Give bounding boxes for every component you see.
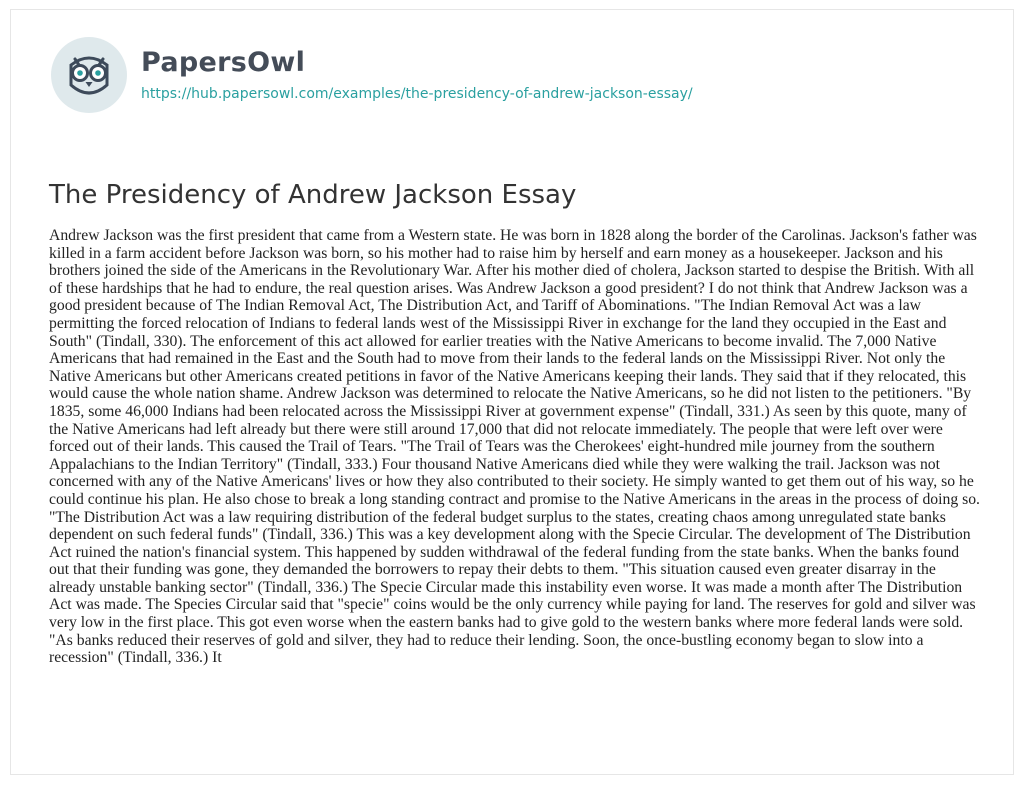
owl-logo-icon: [49, 35, 129, 115]
brand: [141, 46, 693, 104]
document-page: [10, 9, 1014, 775]
page-title: The Presidency of Andrew Jackson Essay: [49, 180, 577, 210]
source-link[interactable]: https://hub.papersowl.com/examples/the-presidency-of-andrew-jackson-essay/: [141, 86, 693, 102]
essay-body: Andrew Jackson was the first president that came from a Western state. He was born in 1828 along the border of the Carolinas. Jackson's father was killed in a farm accident before Jackson was born, so his mother had to raise him by herself and earn money as a housekeeper. Jackson and his brothers joined the side of the Americans in the Revolutionary War. After his mother died of cholera, Jackson started to despise the British. With all of these hardships that he had to endure, the real question arises. Was Andrew Jackson a good president? I do not think that Andrew Jackson was a good president because of The Indian Removal Act, The Distribution Act, and Tariff of Abominations. "The Indian Removal Act was a law permitting the forced relocation of Indians to federal lands west of the Mississippi River in exchange for the land they occupied in the East and South" (Tindall, 330). The enforcement of this act allowed for earlier treaties with the Native Americans to become invalid. The 7,000 Native Americans that had remained in the East and the South had to move from their lands to the federal lands on the Mississippi River. Not only the Native Americans but other Americans created petitions in favor of the Native Americans keeping their lands. They said that if they relocated, this would cause the whole nation shame. Andrew Jackson was determined to relocate the Native Americans, so he did not listen to the petitioners. "By 1835, some 46,000 Indians had been relocated across the Mississippi River at government expense" (Tindall, 331.) As seen by this quote, many of the Native Americans had left already but there were still around 17,000 that did not relocate immediately. The people that were left over were forced out of their lands. This caused the Trail of Tears. "The Trail of Tears was the Cherokees' eight-hundred mile journey from the southern Appalachians to the Indian Territory" (Tindall, 333.) Four thousand Native Americans died while they were walking the trail. Jackson was not concerned with any of the Native Americans' lives or how they also contributed to their society. He simply wanted to get them out of his way, so he could continue his plan. He also chose to break a long standing contract and promise to the Native Americans in the areas in the process of doing so. "The Distribution Act was a law requiring distribution of the federal budget surplus to the states, creating chaos among unregulated state banks dependent on such federal funds" (Tindall, 336.) This was a key development along with the Specie Circular. The development of The Distribution Act ruined the nation's financial system. This happened by sudden withdrawal of the federal funding from the state banks. When the banks found out that their funding was gone, they demanded the borrowers to repay their debts to them. "This situation caused even greater disarray in the already unstable banking sector" (Tindall, 336.) The Specie Circular made this instability even worse. It was made a month after The Distribution Act was made. The Species Circular said that "specie" coins would be the only currency while paying for land. The reserves for gold and silver was very low in the first place. This got even worse when the eastern banks had to give gold to the western banks where more federal lands were sold. "As banks reduced their reserves of gold and silver, they had to reduce their lending. Soon, the once-bustling economy began to slow into a recession" (Tindall, 336.) It: [49, 227, 980, 667]
header: [49, 35, 693, 115]
brand-name: PapersOwl: [141, 47, 306, 78]
